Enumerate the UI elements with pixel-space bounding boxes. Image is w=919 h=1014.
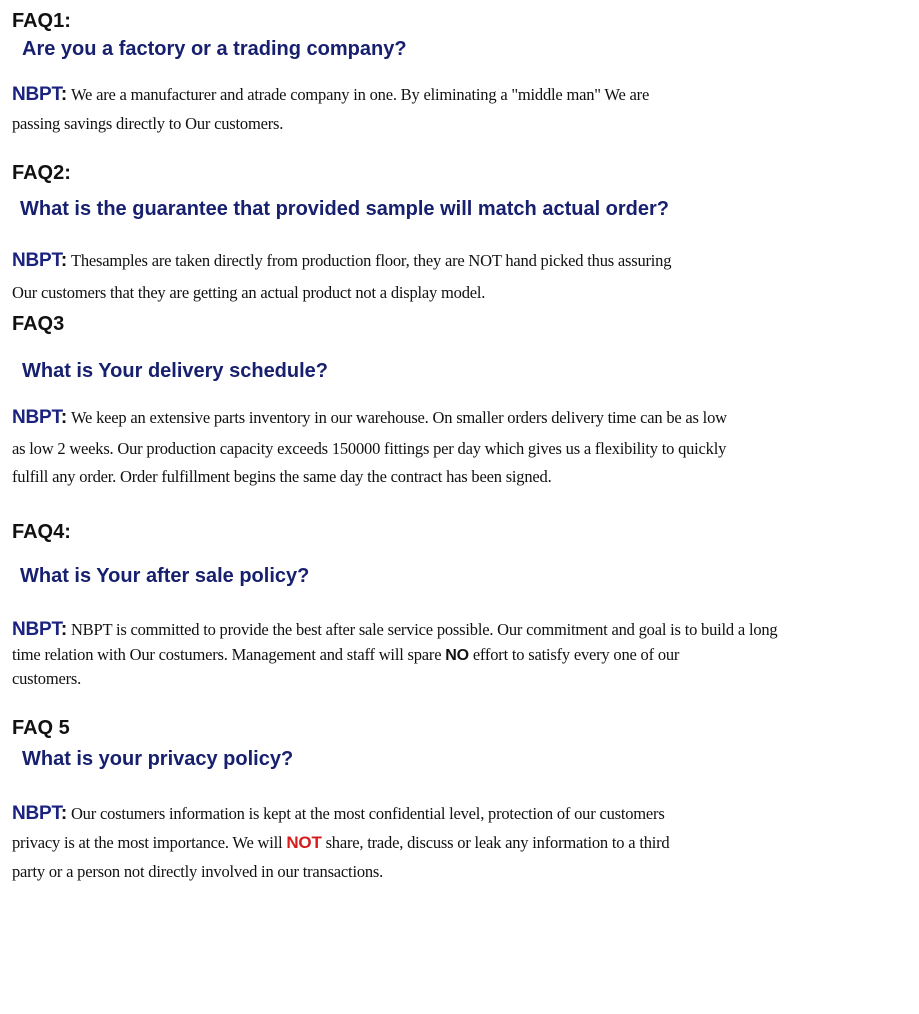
faq-3-answer-text-1: We keep an extensive parts inventory in our warehouse. On smaller orders delivery time can be as low: [70, 408, 727, 427]
faq-3-answer-line-3: fulfill any order. Order fulfillment begins the same day the contract has been signed.: [12, 467, 552, 486]
faq-5-answer-line-2: [12, 833, 669, 853]
faq-4-label: FAQ4:: [12, 521, 71, 543]
faq-1-label: FAQ1:: [12, 10, 71, 32]
faq-4-answer-line-2: [12, 645, 679, 665]
faq-2-answer-line-2: Our customers that they are getting an actual product not a display model.: [12, 283, 486, 302]
faq-5-answer-prefix: NBPT: [12, 803, 61, 824]
faq-5-answer-line-3: party or a person not directly involved in our transactions.: [12, 862, 384, 881]
faq-4-answer-text-2: time relation with Our costumers. Management and staff will spare: [12, 645, 442, 664]
faq-5-answer-text-1: Our costumers information is kept at the most confidential level, protection of our customers: [70, 804, 665, 823]
faq-4-answer-text-2-tail: effort to satisfy every one of our: [472, 645, 680, 664]
faq-5-label: FAQ 5: [12, 717, 70, 739]
faq-2-answer-line-1: [12, 250, 671, 272]
faq-4-answer-line-3: customers.: [12, 669, 82, 688]
faq-3-label: FAQ3: [12, 313, 65, 335]
faq-3-answer-colon: :: [60, 407, 67, 428]
faq-2-label: FAQ2:: [12, 162, 71, 184]
faq-3-question: What is Your delivery schedule?: [22, 360, 329, 382]
faq-1-answer-colon: :: [60, 84, 67, 105]
faq-4-question: What is Your after sale policy?: [20, 565, 310, 587]
faq-2-answer-text-1: Thesamples are taken directly from production floor, they are NOT hand picked thus assuring: [70, 251, 672, 270]
faq-4-answer-text-1: NBPT is committed to provide the best after sale service possible. Our commitment and goal is to build a long: [70, 620, 778, 639]
faq-4-emphasis-no: NO: [445, 647, 469, 664]
faq-5-answer-text-2: privacy is at the most importance. We will: [12, 833, 283, 852]
faq-1-answer-text-1: We are a manufacturer and atrade company in one. By eliminating a "middle man" We are: [70, 85, 650, 104]
faq-1-answer-line-1: [12, 84, 649, 106]
faq-5-answer-text-2-tail: share, trade, discuss or leak any information to a third: [325, 833, 670, 852]
faq-4-answer-line-1: [12, 619, 777, 641]
faq-2-answer-colon: :: [60, 250, 67, 271]
faq-3-answer-prefix: NBPT: [12, 407, 61, 428]
faq-5-emphasis-not: NOT: [286, 833, 322, 852]
faq-5-answer-line-1: [12, 803, 665, 825]
faq-4-answer-prefix: NBPT: [12, 619, 61, 640]
faq-2-answer-prefix: NBPT: [12, 250, 61, 271]
faq-1-answer-prefix: NBPT: [12, 84, 61, 105]
faq-1-answer-line-2: passing savings directly to Our customers.: [12, 114, 284, 133]
faq-4-answer-colon: :: [60, 619, 67, 640]
faq-1-question: Are you a factory or a trading company?: [22, 38, 407, 60]
faq-3-answer-line-2: as low 2 weeks. Our production capacity exceeds 150000 fittings per day which gives us a flexibility to quickly: [12, 439, 727, 458]
faq-3-answer-line-1: [12, 407, 727, 429]
faq-5-question: What is your privacy policy?: [22, 748, 294, 770]
faq-5-answer-colon: :: [60, 803, 67, 824]
faq-2-question: What is the guarantee that provided sample will match actual order?: [20, 198, 670, 220]
